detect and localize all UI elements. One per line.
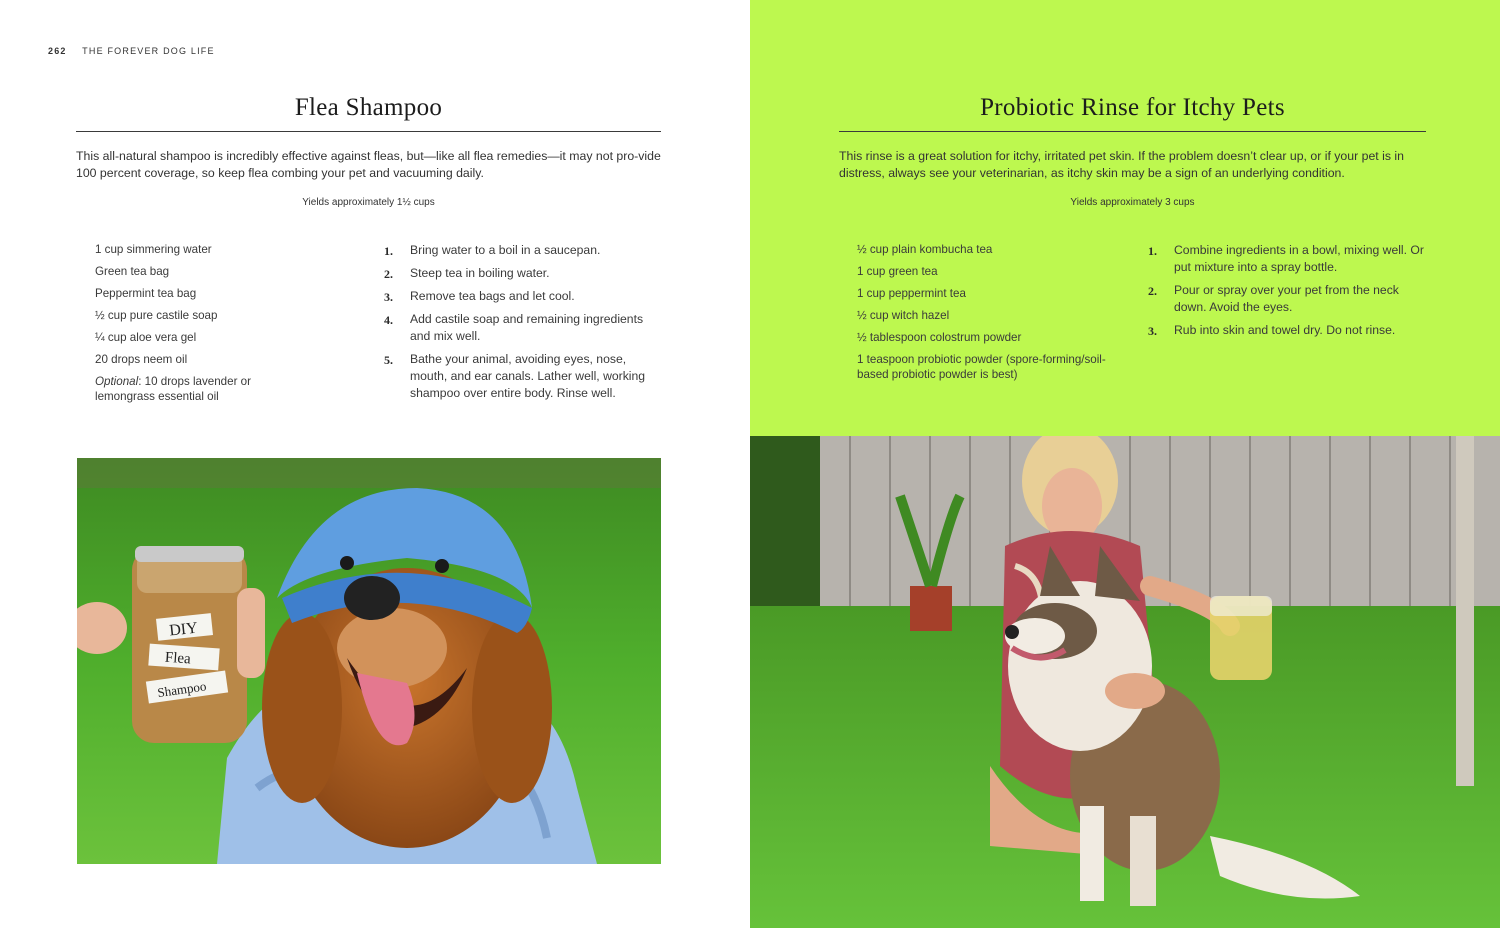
step-text: Remove tea bags and let cool.	[410, 289, 575, 303]
step-text: Combine ingredients in a bowl, mixing well. Or put mixture into a spray bottle.	[1174, 243, 1424, 274]
ingredient-item: 1 cup simmering water	[95, 243, 212, 256]
step-text: Steep tea in boiling water.	[410, 266, 550, 280]
probiotic-rinse-title: Probiotic Rinse for Itchy Pets	[980, 94, 1285, 121]
step-item	[384, 311, 664, 345]
step-number: 1.	[384, 244, 393, 258]
optional-label: Optional	[95, 375, 139, 388]
woman-dog-photo	[750, 436, 1500, 928]
step-item	[384, 351, 664, 402]
ingredient-item: Peppermint tea bag	[95, 287, 197, 300]
flea-shampoo-intro: This all-natural shampoo is incredibly effective against fleas, but—like all flea remedies—it may not pro-vide 100 percent coverage, so keep flea combing your pet and vacuuming daily.	[76, 149, 661, 180]
step-text: Pour or spray over your pet from the neck down. Avoid the eyes.	[1174, 283, 1399, 314]
step-item	[1148, 322, 1428, 339]
flea-shampoo-title: Flea Shampoo	[294, 94, 443, 121]
step-item	[1148, 282, 1428, 316]
ingredient-item: ½ cup pure castile soap	[95, 309, 218, 322]
step-number: 3.	[384, 290, 393, 304]
optional-text: : 10 drops lavender or lemongrass essential oil	[95, 375, 251, 403]
step-number: 5.	[384, 353, 393, 367]
running-head	[48, 46, 215, 56]
step-number: 2.	[384, 267, 393, 281]
title-rule	[839, 131, 1426, 132]
step-item	[384, 265, 664, 282]
step-item	[384, 242, 664, 259]
step-text: Rub into skin and towel dry. Do not rinse.	[1174, 323, 1396, 337]
step-number: 2.	[1148, 284, 1157, 298]
page-number: 262	[48, 46, 67, 56]
ingredient-item: 1 cup green tea	[857, 265, 938, 278]
probiotic-rinse-yield: Yields approximately 3 cups	[1070, 197, 1195, 208]
title-rule	[76, 131, 661, 132]
ingredient-item: ½ cup witch hazel	[857, 309, 950, 322]
book-title: THE FOREVER DOG LIFE	[82, 46, 215, 56]
probiotic-rinse-ingredients	[857, 242, 1107, 389]
ingredient-item: ½ cup plain kombucha tea	[857, 243, 993, 256]
step-text: Add castile soap and remaining ingredients and mix well.	[410, 312, 644, 343]
ingredient-item: ½ tablespoon colostrum powder	[857, 331, 1022, 344]
flea-shampoo-steps	[384, 242, 664, 408]
dog-shampoo-photo	[77, 458, 661, 864]
jar-label-flea: Flea	[164, 649, 192, 668]
ingredient-item: 1 cup peppermint tea	[857, 287, 966, 300]
probiotic-rinse-intro: This rinse is a great solution for itchy, irritated pet skin. If the problem doesn’t clear up, or if your pet is in distress, always see your veterinarian, as itchy skin may be a sign of an underlying condition.	[839, 149, 1405, 180]
right-page	[750, 0, 1500, 928]
step-number: 1.	[1148, 244, 1157, 258]
flea-shampoo-yield: Yields approximately 1½ cups	[302, 197, 435, 208]
jar-label-diy: DIY	[168, 619, 199, 640]
step-text: Bathe your animal, avoiding eyes, nose, mouth, and ear canals. Lather well, working shampoo over entire body. Rinse well.	[410, 352, 646, 400]
ingredient-item-optional	[95, 374, 295, 404]
step-number: 4.	[384, 313, 393, 327]
ingredient-item: ¼ cup aloe vera gel	[95, 331, 197, 344]
step-number: 3.	[1148, 324, 1157, 338]
ingredient-item: 1 teaspoon probiotic powder (spore-forming/soil-based probiotic powder is best)	[857, 353, 1106, 381]
step-text: Bring water to a boil in a saucepan.	[410, 243, 601, 257]
probiotic-rinse-steps	[1148, 242, 1428, 345]
jar-label-shampoo: Shampoo	[156, 678, 208, 701]
ingredient-item: 20 drops neem oil	[95, 353, 188, 366]
step-item	[384, 288, 664, 305]
flea-shampoo-ingredients	[95, 242, 295, 411]
step-item	[1148, 242, 1428, 276]
ingredient-item: Green tea bag	[95, 265, 170, 278]
